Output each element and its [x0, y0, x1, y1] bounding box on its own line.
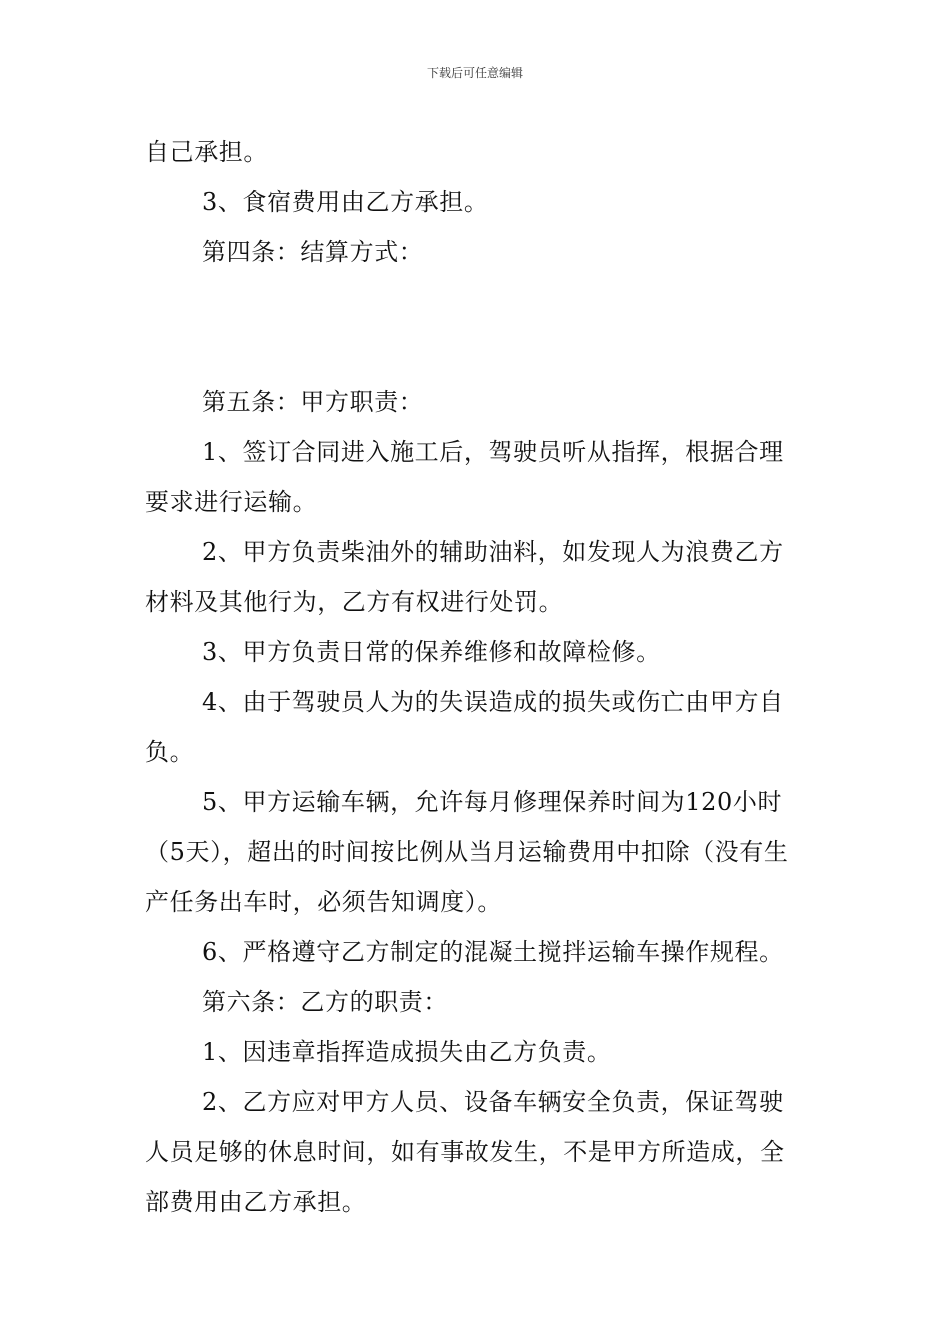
- paragraph-item: 1、签订合同进入施工后，驾驶员听从指挥，根据合理要求进行运输。: [145, 438, 784, 516]
- paragraph-item: 5、甲方运输车辆，允许每月修理保养时间为120小时（5天），超出的时间按比例从当月运输费用中扣除（没有生产任务出车时，必须告知调度）。: [145, 788, 789, 916]
- paragraph-continuation: 自己承担。: [145, 138, 268, 166]
- paragraph-item: 2、乙方应对甲方人员、设备车辆安全负责，保证驾驶人员足够的休息时间，如有事故发生，不是甲方所造成，全部费用由乙方承担。: [145, 1088, 785, 1216]
- paragraph-item: 4、由于驾驶员人为的失误造成的损失或伤亡由甲方自负。: [145, 688, 784, 766]
- paragraph-item: 6、严格遵守乙方制定的混凝土搅拌运输车操作规程。: [202, 938, 784, 966]
- paragraph-item: 2、甲方负责柴油外的辅助油料，如发现人为浪费乙方材料及其他行为，乙方有权进行处罚。: [145, 538, 784, 616]
- section-heading-article-5: 第五条：甲方职责：: [202, 388, 424, 416]
- paragraph-item: 3、食宿费用由乙方承担。: [202, 188, 489, 216]
- section-heading-article-6: 第六条：乙方的职责：: [202, 988, 448, 1016]
- blank-space: [145, 277, 807, 377]
- document-body: [145, 127, 807, 1227]
- page-header-note: 下载后可任意编辑: [426, 66, 523, 80]
- section-heading-article-4: 第四条：结算方式：: [202, 238, 424, 266]
- paragraph-item: 1、因违章指挥造成损失由乙方负责。: [202, 1038, 612, 1066]
- paragraph-item: 3、甲方负责日常的保养维修和故障检修。: [202, 638, 661, 666]
